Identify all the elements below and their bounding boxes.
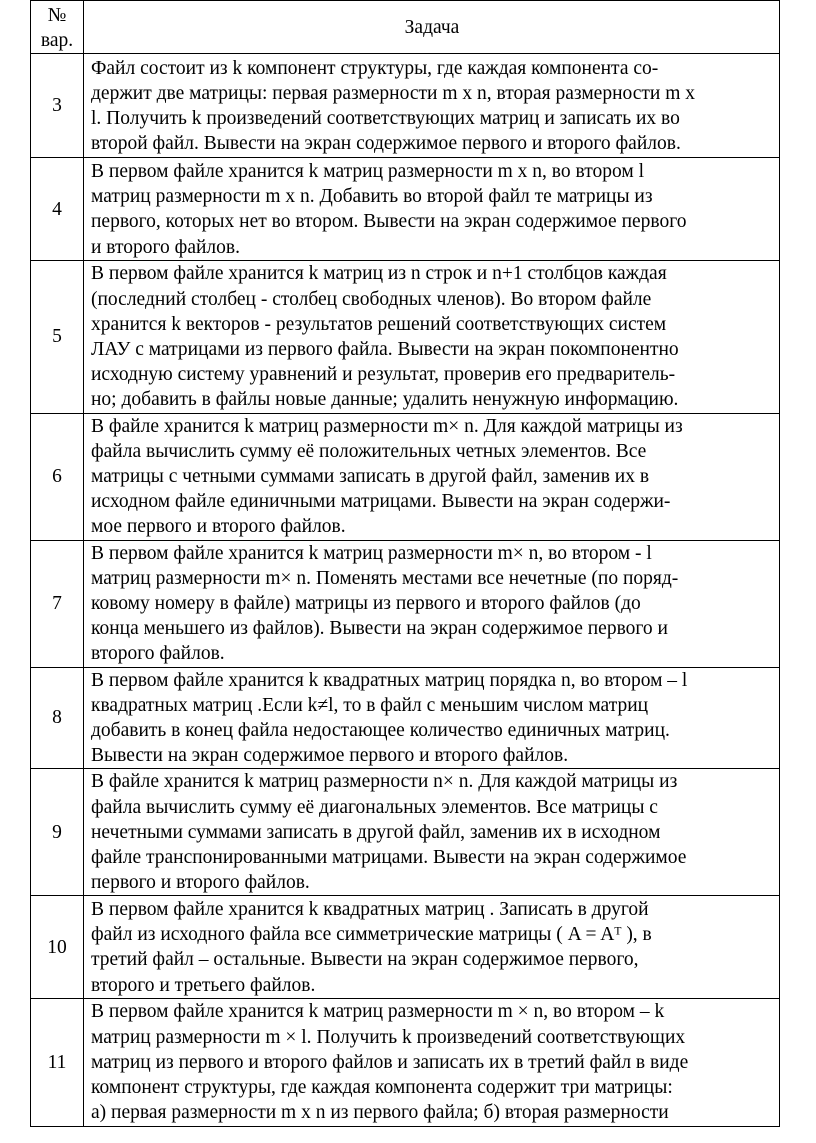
task-text-line: хранится k векторов - результатов решений соответствующих систем <box>91 313 667 335</box>
task-text-line: файле транспонированными матрицами. Вывести на экран содержимое <box>91 847 687 869</box>
table-row <box>31 413 780 540</box>
task-text <box>84 413 780 540</box>
variant-number: 7 <box>31 540 84 667</box>
variant-number: 3 <box>31 54 84 158</box>
task-text-line: второй файл. Вывести на экран содержимое первого и второго файлов. <box>91 133 681 155</box>
task-text-line: В первом файле хранится k квадратных матриц порядка n, во втором – l <box>91 669 688 691</box>
task-text-line: ЛАУ с матрицами из первого файла. Вывести на экран покомпонентно <box>91 339 679 361</box>
table-row <box>31 540 780 667</box>
task-text-line: В первом файле хранится k матриц размерности m x n, во втором l <box>91 161 644 182</box>
task-text-line: исходную систему уравнений и результат, проверив его предваритель- <box>91 364 676 386</box>
task-table-page <box>30 0 780 1127</box>
task-text-line: l. Получить k произведений соответствующих матриц и записать их во <box>91 107 680 129</box>
task-text-line: мое первого и второго файлов. <box>91 516 346 538</box>
task-text-line: матриц размерности m x n. Добавить во второй файл те матрицы из <box>91 186 653 208</box>
task-text-line: файл из исходного файла все симметрические матрицы ( A = Aᵀ ), в <box>91 924 652 946</box>
table-row <box>31 769 780 896</box>
task-rows <box>31 54 780 1126</box>
header-num-symbol: № <box>47 5 67 26</box>
task-text-line: Файл состоит из k компонент структуры, где каждая компонента со- <box>91 57 659 79</box>
task-text <box>84 540 780 667</box>
task-text-line: первого, которых нет во втором. Вывести на экран содержимое первого <box>91 211 687 233</box>
task-text-line: нечетными суммами записать в другой файл, заменив их в исходном <box>91 821 661 843</box>
header-variant-number <box>31 1 84 54</box>
task-text-line: исходном файле единичными матрицами. Вывести на экран содержи- <box>91 491 671 513</box>
variant-number: 4 <box>31 158 84 261</box>
table-row <box>31 999 780 1126</box>
task-text-line: и второго файлов. <box>91 236 240 258</box>
task-text-line: В первом файле хранится k матриц размерности m× n, во втором - l <box>91 542 652 564</box>
task-text-line: файла вычислить сумму её положительных четных элементов. Все <box>91 440 647 462</box>
variant-number: 11 <box>31 999 84 1126</box>
task-text-line: первого и второго файлов. <box>91 872 310 894</box>
table-row <box>31 896 780 999</box>
task-text-line: второго файлов. <box>91 643 225 665</box>
task-text-line: добавить в конец файла недостающее количество единичных матриц. <box>91 720 670 742</box>
variant-number: 5 <box>31 261 84 413</box>
task-text <box>84 667 780 769</box>
task-text-line: ковому номеру в файле) матрицы из первого и второго файлов (до <box>91 593 641 615</box>
task-text-line: (последний столбец - столбец свободных членов). Во втором файле <box>91 288 652 310</box>
task-text-line: конца меньшего из файлов). Вывести на экран содержимое первого и <box>91 618 668 640</box>
variant-number: 10 <box>31 896 84 999</box>
task-text-line: но; добавить в файлы новые данные; удалить ненужную информацию. <box>91 389 679 411</box>
variant-number: 9 <box>31 769 84 896</box>
task-text-line: второго и третьего файлов. <box>91 974 316 996</box>
task-text <box>84 158 780 261</box>
task-text <box>84 261 780 413</box>
table-row <box>31 54 780 158</box>
task-table <box>30 0 780 1127</box>
variant-number: 8 <box>31 667 84 769</box>
table-row <box>31 158 780 261</box>
task-text-line: В файле хранится k матриц размерности n× n. Для каждой матрицы из <box>91 771 678 793</box>
task-text-line: В первом файле хранится k матриц размерности m × n, во втором – k <box>91 1001 665 1023</box>
task-text-line: В первом файле хранится k квадратных матриц . Записать в другой <box>91 899 649 921</box>
task-text-line: матриц размерности m × l. Получить k произведений соответствующих <box>91 1026 686 1048</box>
task-text-line: квадратных матриц .Если k≠l, то в файл с меньшим числом матриц <box>91 694 649 716</box>
task-text <box>84 896 780 999</box>
variant-number: 6 <box>31 413 84 540</box>
task-text-line: держит две матрицы: первая размерности m x n, вторая размерности m x <box>91 82 696 104</box>
table-header-row <box>31 1 780 54</box>
task-text-line: Вывести на экран содержимое первого и второго файлов. <box>91 745 569 767</box>
task-text <box>84 999 780 1126</box>
task-text-line: компонент структуры, где каждая компонента содержит три матрицы: <box>91 1077 673 1099</box>
task-text-line: третий файл – остальные. Вывести на экран содержимое первого, <box>91 949 639 971</box>
table-row <box>31 261 780 413</box>
task-text-line: матриц из первого и второго файлов и записать их в третий файл в виде <box>91 1051 689 1073</box>
task-text-line: В первом файле хранится k матриц из n строк и n+1 столбцов каждая <box>91 263 667 285</box>
task-text-line: а) первая размерности m x n из первого файла; б) вторая размерности <box>91 1102 669 1124</box>
header-task: Задача <box>84 1 780 54</box>
task-text <box>84 769 780 896</box>
task-text-line: матриц размерности m× n. Поменять местами все нечетные (по поряд- <box>91 567 679 589</box>
task-text <box>84 54 780 158</box>
task-text-line: В файле хранится k матриц размерности m× n. Для каждой матрицы из <box>91 415 683 437</box>
header-num-label: вар. <box>40 30 74 52</box>
task-text-line: файла вычислить сумму её диагональных элементов. Все матрицы с <box>91 796 658 818</box>
task-text-line: матрицы с четными суммами записать в другой файл, заменив их в <box>91 466 650 488</box>
table-row <box>31 667 780 769</box>
